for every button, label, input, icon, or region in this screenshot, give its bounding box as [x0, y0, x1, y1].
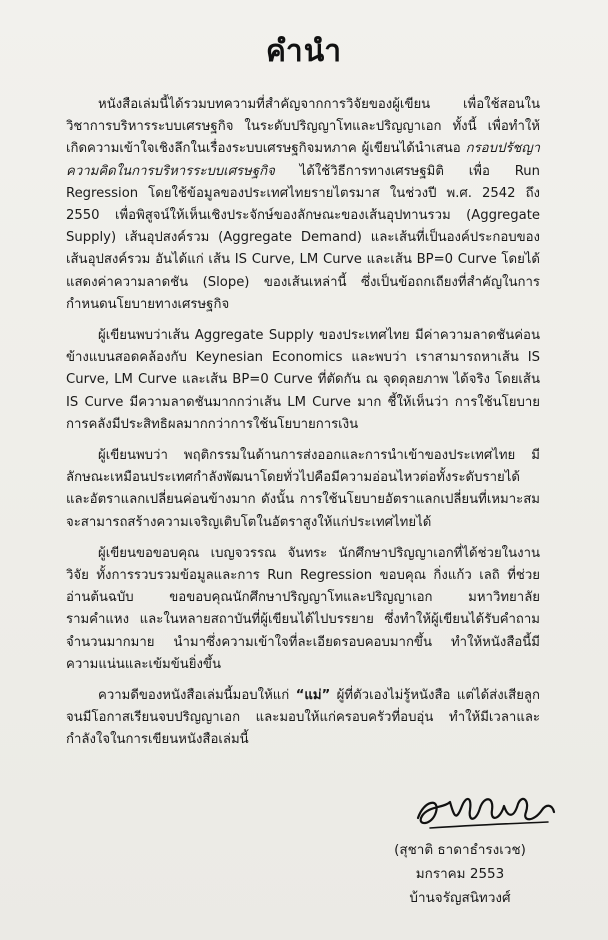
paragraph-1-text-b: ได้ใช้วิธีการทางเศรษฐมิติ เพื่อ Run Regression โดยใช้ข้อมูลของประเทศไทยรายไตรมาส ในช่วงปี พ.ศ. 2542 ถึง 2550 เพื่อพิสูจน์ให้เห็นเชิงประจักษ์ของลักษณะของเส้นอุปทานรวม (Aggregate Supply) เส้นอุปสงค์รวม (Aggregate Demand) และเส้นที่เป็นองค์ประกอบของเส้นอุปสงค์รวม อันได้แก่ เส้น IS Curve, LM Curve และเส้น BP=0 Curve โดยได้แสดงค่าความลาดชัน (Slope) ของเส้นเหล่านี้ ซึ่งเป็นข้อถกเถียงที่สำคัญในการกำหนดนโยบายทางเศรษฐกิจ [66, 163, 540, 312]
paragraph-4: ผู้เขียนขอขอบคุณ เบญจวรรณ จันทระ นักศึกษาปริญญาเอกที่ได้ช่วยในงานวิจัย ทั้งการรวบรวมข้อมูลและการ Run Regression ขอบคุณ กิ่งแก้ว เลถิ ที่ช่วยอ่านต้นฉบับ ขอขอบคุณนักศึกษาปริญญาโทและปริญญาเอก มหาวิทยาลัยรามคำแหง และในหลายสถาบันที่ผู้เขียนได้ไปบรรยาย ซึ่งทำให้ผู้เขียนได้รับคำถามจำนวนมากมาย นำมาซึ่งความเข้าใจที่ละเอียดรอบคอบมากขึ้น ทำให้หนังสือนี้มีความแน่นและเข้มข้นยิ่งขึ้น [66, 545, 540, 672]
paragraph-2: ผู้เขียนพบว่าเส้น Aggregate Supply ของประเทศไทย มีค่าความลาดชันค่อนข้างแบนสอดคล้องกับ Keynesian Economics และพบว่า เราสามารถหาเส้น IS Curve, LM Curve และเส้น BP=0 Curve ที่ตัดกัน ณ จุดดุลยภาพ ได้จริง โดยเส้น IS Curve มีความลาดชันมากกว่าเส้น LM Curve มาก ชี้ให้เห็นว่า การใช้นโยบายการคลังมีประสิทธิผลมากกว่าการใช้นโยบายการเงิน [66, 328, 540, 432]
paragraph-5-bold-word: “แม่” [295, 688, 331, 704]
paragraph-1 [66, 94, 540, 316]
paragraph-5-text-a: ความดีของหนังสือเล่มนี้มอบให้แก่ [98, 688, 296, 704]
date: มกราคม 2553 [415, 866, 505, 882]
page-title: คำนำ [265, 34, 343, 69]
author-name: (สุชาติ ธาดาธำรงเวช) [394, 842, 526, 858]
paragraph-1-text-a: หนังสือเล่มนี้ได้รวมบทความที่สำคัญจากการวิจัยของผู้เขียน เพื่อใช้สอนในวิชาการบริหารระบบเศรษฐกิจ ในระดับปริญญาโทและปริญญาเอก ทั้งนี้ เพื่อทำให้เกิดความเข้าใจเชิงลึกในเรื่องระบบเศรษฐกิจมหภาค ผู้เขียนได้นำเสนอ [66, 97, 540, 157]
paragraph-3: ผู้เขียนพบว่า พฤติกรรมในด้านการส่งออกและการนำเข้าของประเทศไทย มีลักษณะเหมือนประเทศกำลังพัฒนาโดยทั่วไปคือมีความอ่อนไหวต่อทั้งระดับรายได้และอัตราแลกเปลี่ยนค่อนข้างมาก ดังนั้น การใช้นโยบายอัตราแลกเปลี่ยนที่เหมาะสม จะสามารถสร้างความเจริญเติบโตในอัตราสูงให้แก่ประเทศไทยได้ [66, 448, 540, 530]
preface-body [66, 94, 540, 761]
handwritten-signature [410, 782, 560, 840]
paragraph-5 [66, 685, 540, 752]
paragraph-5-text-b: ผู้ที่ตัวเองไม่รู้หนังสือ แต่ได้ส่งเสียลูกจนมีโอกาสเรียนจบปริญญาเอก และมอบให้แก่ครอบครัวที่อบอุ่น ทำให้มีเวลาและกำลังใจในการเขียนหนังสือเล่มนี้ [66, 688, 541, 748]
signature-block [360, 838, 560, 910]
place: บ้านจรัญสนิทวงศ์ [409, 890, 511, 906]
paragraph-1-italic-title: กรอบปรัชญาความคิดในการบริหารระบบเศรษฐกิจ [66, 141, 540, 179]
